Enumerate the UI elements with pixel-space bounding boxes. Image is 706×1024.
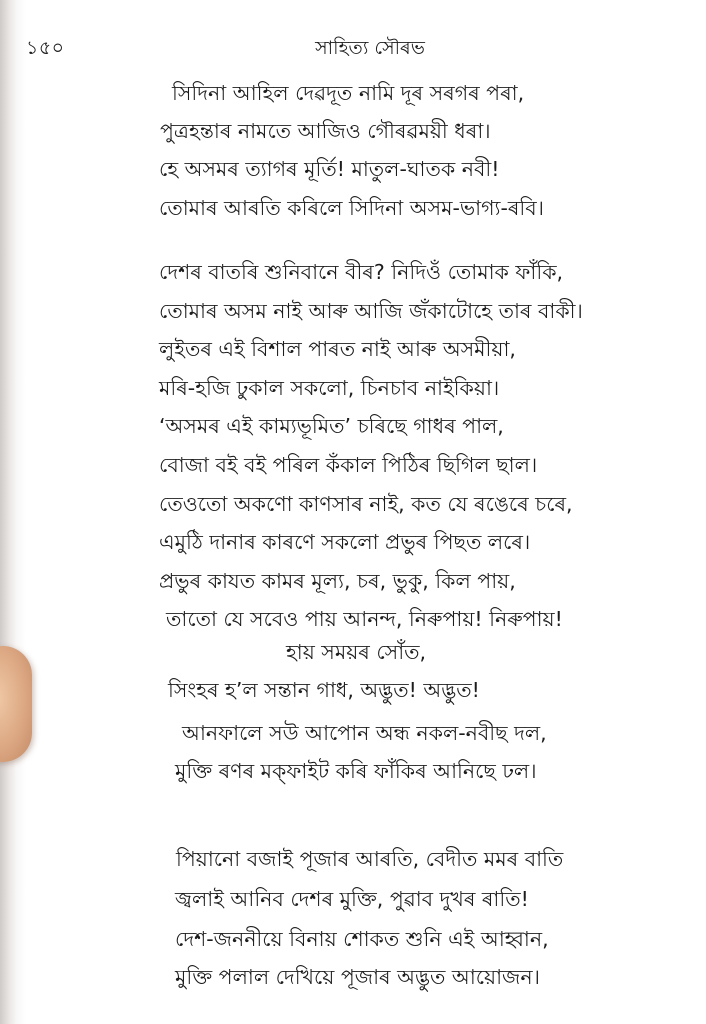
page-edge-shadow: [0, 0, 16, 1024]
poem-line: আনফালে সউ আপোন অন্ধ নকল-নবীছ দল,: [182, 721, 547, 745]
poem-line: দেশৰ বাতৰি শুনিবানে বীৰ? নিদিওঁ তোমাক ফাঁকি,: [159, 260, 564, 284]
poem-line: সিংহৰ হ’ল সন্তান গাধ, অদ্ভুত! অদ্ভুত!: [168, 678, 480, 702]
poem-line: হে অসমৰ ত্যাগৰ মূৰ্তি! মাতুল-ঘাতক নবী!: [159, 157, 500, 181]
poem-line: দেশ-জননীয়ে বিনায় শোকত শুনি এই আহ্বান,: [175, 927, 549, 951]
poem-line: মুক্তি পলাল দেখিয়ে পূজাৰ অদ্ভুত আয়োজন।: [175, 965, 540, 989]
poem-line: মুক্তি ৰণৰ মক্‌ফাইট কৰি ফাঁকিৰ আনিছে ঢল।: [175, 759, 537, 783]
poem-line: তাতো যে সবেও পায় আনন্দ, নিৰুপায়! নিৰুপায়!: [166, 607, 563, 631]
poem-line: মৰি-হজি ঢুকাল সকলো, চিনচাব নাইকিয়া।: [159, 376, 500, 400]
poem-line: জ্বলাই আনিব দেশৰ মুক্তি, পুৱাব দুখৰ ৰাতি!: [175, 887, 529, 911]
poem-line: বোজা বই বই পৰিল কঁকাল পিঠিৰ ছিগিল ছাল।: [159, 453, 538, 477]
poem-line: ‘অসমৰ এই কাম্যভূমিত’ চৰিছে গাধৰ পাল,: [159, 414, 504, 438]
poem-line: হায় সময়ৰ সোঁত,: [286, 640, 427, 664]
thumb-holding-page: [0, 646, 32, 762]
poem-line: সিদিনা আহিল দেৱদূত নামি দূৰ সৰগৰ পৰা,: [172, 81, 525, 105]
poem-line: পিয়ানো বজাই পূজাৰ আৰতি, বেদীত মমৰ বাতি: [176, 847, 564, 871]
page-number: ১৫০: [26, 37, 65, 59]
poem-line: প্ৰভুৰ কাযত কামৰ মূল্য, চৰ, ভুকু, কিল পায়,: [159, 569, 516, 593]
poem-line: তেওতো অকণো কাণসাৰ নাই, কত যে ৰঙেৰে চৰে,: [159, 492, 573, 516]
poem-line: এমুঠি দানাৰ কাৰণে সকলো প্ৰভুৰ পিছত লৰে।: [159, 530, 531, 554]
poem-line: তোমাৰ অসম নাই আৰু আজি জঁকাটোহে তাৰ বাকী।: [159, 299, 583, 323]
poem-line: তোমাৰ আৰতি কৰিলে সিদিনা অসম-ভাগ্য-ৰবি।: [159, 196, 544, 220]
poem-line: লুইতৰ এই বিশাল পাৰত নাই আৰু অসমীয়া,: [159, 337, 516, 361]
running-title: সাহিত্য সৌৰভ: [315, 37, 425, 59]
poem-line: পুত্ৰহন্তাৰ নামতে আজিও গৌৰৱময়ী ধৰা।: [160, 119, 491, 143]
